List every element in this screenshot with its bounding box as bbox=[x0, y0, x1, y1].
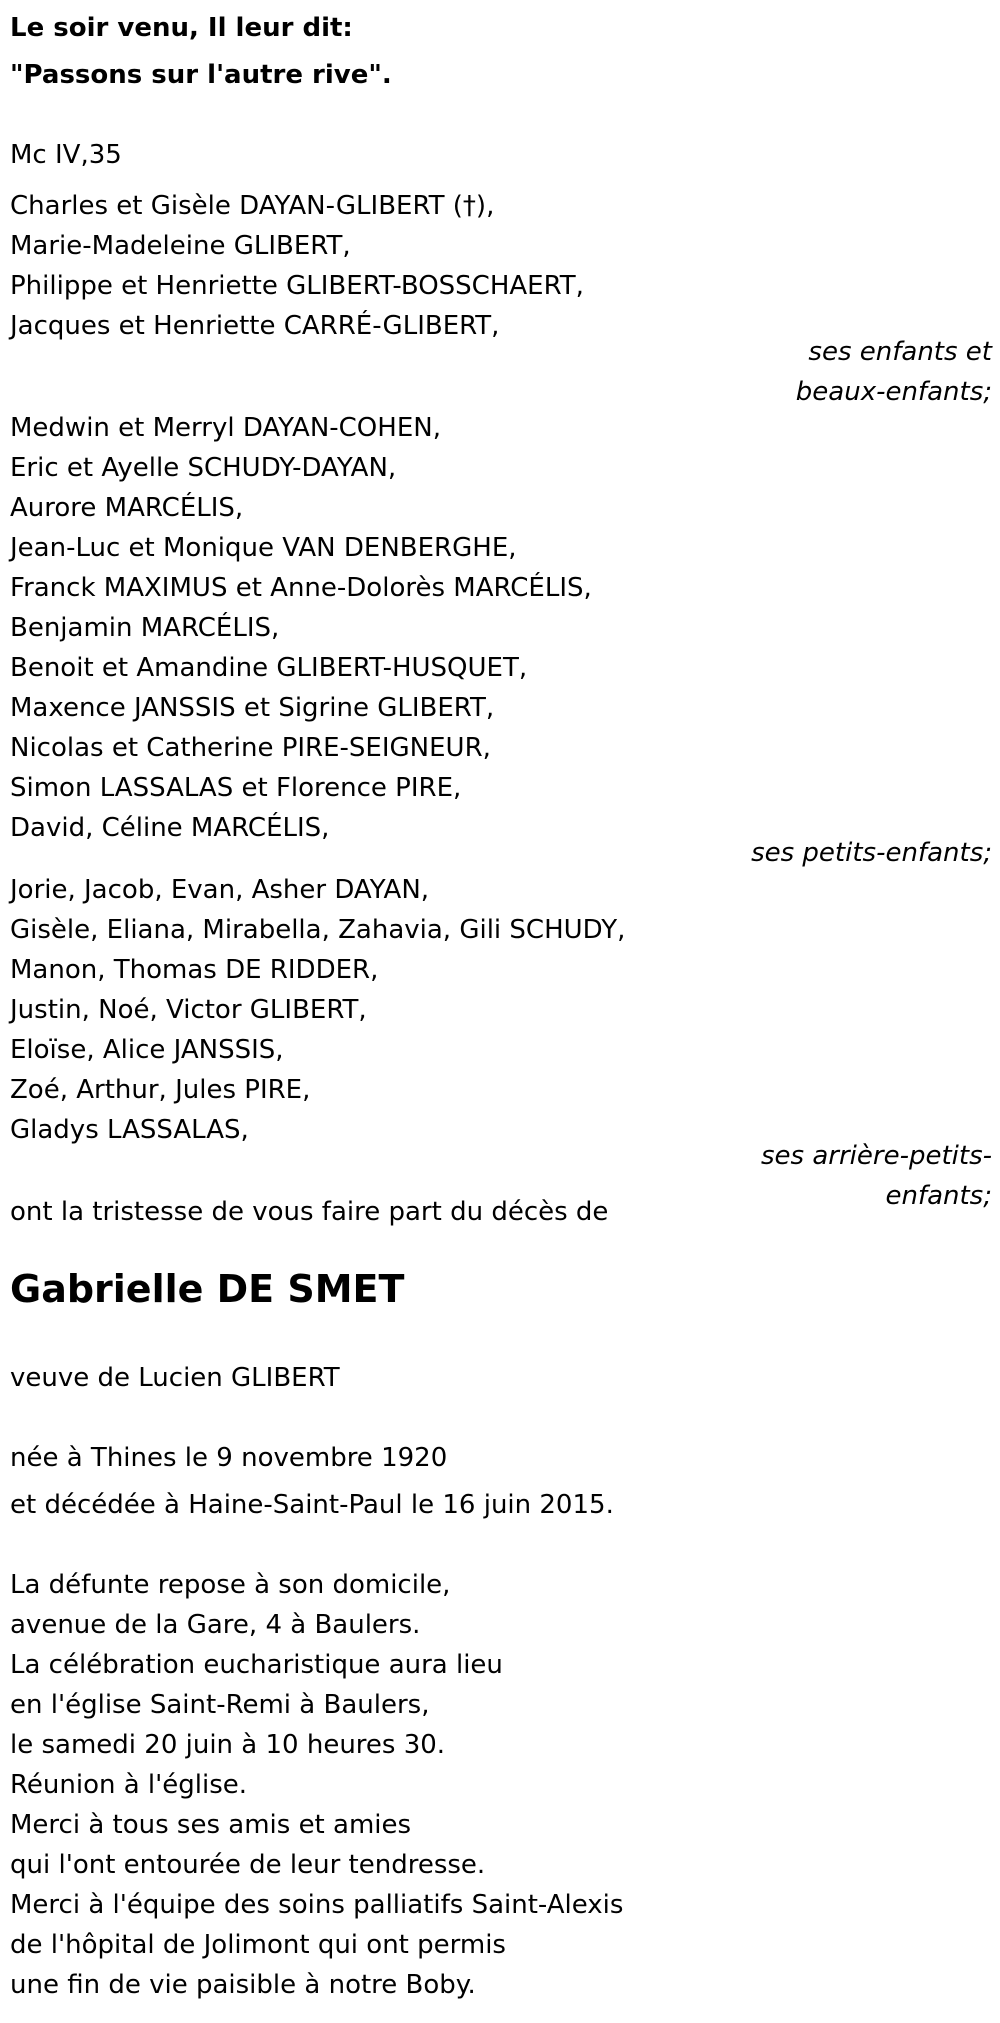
detail-line: avenue de la Gare, 4 à Baulers. bbox=[10, 1610, 421, 1640]
list-item: David, Céline MARCÉLIS, bbox=[10, 813, 330, 843]
announcement-text: ont la tristesse de vous faire part du décès de bbox=[10, 1197, 609, 1227]
detail-line: en l'église Saint-Remi à Baulers, bbox=[10, 1690, 430, 1720]
list-item: Gisèle, Eliana, Mirabella, Zahavia, Gili SCHUDY, bbox=[10, 915, 626, 945]
list-item: Charles et Gisèle DAYAN-GLIBERT (†), bbox=[10, 191, 495, 221]
list-item: Manon, Thomas DE RIDDER, bbox=[10, 955, 379, 985]
death-text: et décédée à Haine-Saint-Paul le 16 juin 2015. bbox=[10, 1490, 614, 1520]
detail-line: le samedi 20 juin à 10 heures 30. bbox=[10, 1730, 446, 1760]
list-item: Eloïse, Alice JANSSIS, bbox=[10, 1035, 284, 1065]
great-grandchildren-label-line-2: enfants; bbox=[885, 1181, 992, 1211]
widow-of-text: veuve de Lucien GLIBERT bbox=[10, 1363, 340, 1393]
children-list bbox=[10, 186, 584, 346]
detail-line: La défunte repose à son domicile, bbox=[10, 1570, 451, 1600]
list-item: Aurore MARCÉLIS, bbox=[10, 493, 244, 523]
detail-line: une fin de vie paisible à notre Boby. bbox=[10, 1970, 476, 2000]
list-item: Jean-Luc et Monique VAN DENBERGHE, bbox=[10, 533, 517, 563]
list-item: Jorie, Jacob, Evan, Asher DAYAN, bbox=[10, 875, 430, 905]
list-item: Zoé, Arthur, Jules PIRE, bbox=[10, 1075, 311, 1105]
list-item: Philippe et Henriette GLIBERT-BOSSCHAERT, bbox=[10, 271, 584, 301]
list-item: Benjamin MARCÉLIS, bbox=[10, 613, 280, 643]
children-label-line-1: ses enfants et bbox=[808, 337, 992, 367]
list-item: Medwin et Merryl DAYAN-COHEN, bbox=[10, 413, 441, 443]
birth-text: née à Thines le 9 novembre 1920 bbox=[10, 1443, 448, 1473]
epigraph-line-2: "Passons sur l'autre rive". bbox=[10, 60, 392, 90]
detail-line: de l'hôpital de Jolimont qui ont permis bbox=[10, 1930, 506, 1960]
detail-line: Réunion à l'église. bbox=[10, 1770, 248, 1800]
great-grandchildren-list bbox=[10, 870, 625, 1150]
great-grandchildren-label-line-1: ses arrière-petits- bbox=[761, 1141, 992, 1171]
list-item: Marie-Madeleine GLIBERT, bbox=[10, 231, 351, 261]
list-item: Gladys LASSALAS, bbox=[10, 1115, 249, 1145]
detail-line: Merci à l'équipe des soins palliatifs Saint-Alexis bbox=[10, 1890, 624, 1920]
list-item: Maxence JANSSIS et Sigrine GLIBERT, bbox=[10, 693, 495, 723]
list-item: Eric et Ayelle SCHUDY-DAYAN, bbox=[10, 453, 397, 483]
children-label-line-2: beaux-enfants; bbox=[795, 377, 992, 407]
details-list bbox=[10, 1565, 623, 2005]
list-item: Nicolas et Catherine PIRE-SEIGNEUR, bbox=[10, 733, 491, 763]
list-item: Simon LASSALAS et Florence PIRE, bbox=[10, 773, 462, 803]
list-item: Justin, Noé, Victor GLIBERT, bbox=[10, 995, 367, 1025]
deceased-name: Gabrielle DE SMET bbox=[10, 1267, 405, 1311]
detail-line: Merci à tous ses amis et amies bbox=[10, 1810, 412, 1840]
detail-line: qui l'ont entourée de leur tendresse. bbox=[10, 1850, 486, 1880]
epigraph-reference: Mc IV,35 bbox=[10, 140, 122, 170]
epigraph-line-1: Le soir venu, Il leur dit: bbox=[10, 13, 353, 43]
grandchildren-list bbox=[10, 408, 592, 848]
list-item: Franck MAXIMUS et Anne-Dolorès MARCÉLIS, bbox=[10, 573, 592, 603]
list-item: Jacques et Henriette CARRÉ-GLIBERT, bbox=[10, 311, 500, 341]
detail-line: La célébration eucharistique aura lieu bbox=[10, 1650, 503, 1680]
list-item: Benoit et Amandine GLIBERT-HUSQUET, bbox=[10, 653, 528, 683]
grandchildren-label: ses petits-enfants; bbox=[751, 838, 992, 868]
